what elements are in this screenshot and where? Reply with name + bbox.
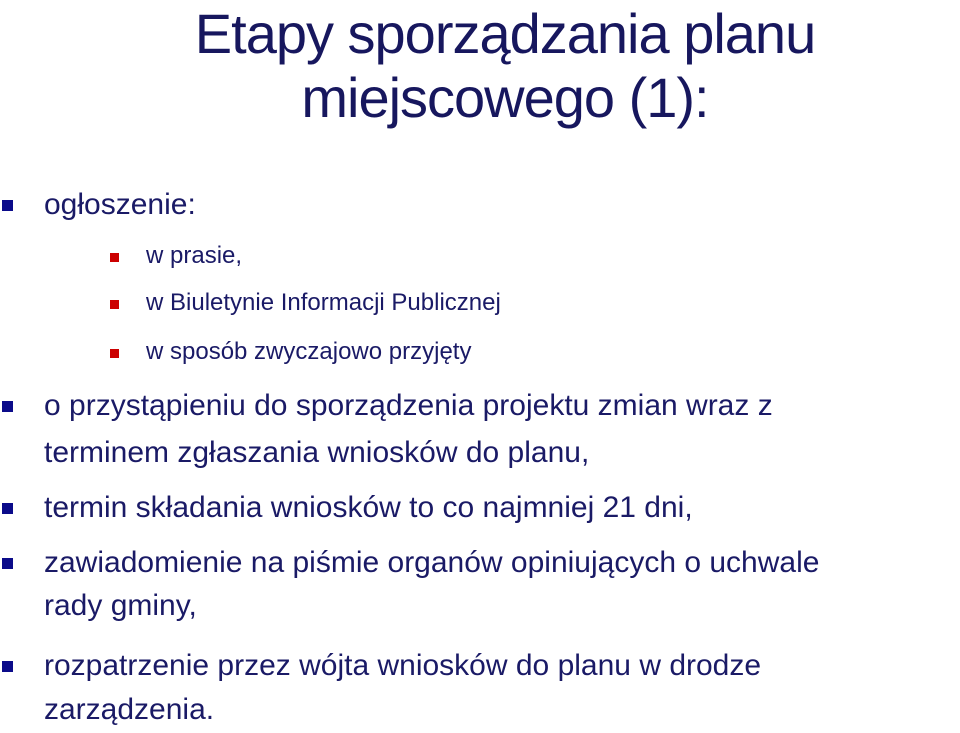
bullet-text-line-2: rady gminy, [44,589,197,622]
square-bullet-icon [110,349,119,358]
square-bullet-icon [2,401,13,412]
sub-bullet-item [0,288,501,318]
slide-title [60,2,950,130]
bullet-text-line-2: terminem zgłaszania wniosków do planu, [44,436,590,469]
slide-title-line-1: Etapy sporządzania planu [194,2,816,65]
sub-bullet-item [0,337,471,367]
square-bullet-icon [2,661,13,672]
square-bullet-icon [110,253,119,262]
square-bullet-icon [2,200,13,211]
slide-title-line-2: miejscowego (1): [301,66,709,129]
bullet-item [0,186,196,224]
bullet-text-line-1: zawiadomienie na piśmie organów opiniujących o uchwale [44,546,820,579]
square-bullet-icon [2,503,13,514]
square-bullet-icon [110,300,119,309]
bullet-text-line-1: rozpatrzenie przez wójta wniosków do planu w drodze [44,649,762,682]
bullet-item [0,387,773,472]
sub-bullet-text: w sposób zwyczajowo przyjęty [146,338,472,365]
bullet-text: ogłoszenie: [44,188,196,221]
bullet-text-line-1: o przystąpieniu do sporządzenia projektu zmian wraz z [44,389,773,422]
sub-bullet-item [0,241,242,271]
bullet-item [0,544,819,625]
bullet-text: termin składania wniosków to co najmniej 21 dni, [44,491,693,524]
bullet-item [0,647,761,729]
bullet-item [0,489,693,527]
square-bullet-icon [2,558,13,569]
sub-bullet-text: w Biuletynie Informacji Publicznej [146,289,501,316]
sub-bullet-text: w prasie, [146,242,243,269]
bullet-text-line-2: zarządzenia. [44,693,215,726]
